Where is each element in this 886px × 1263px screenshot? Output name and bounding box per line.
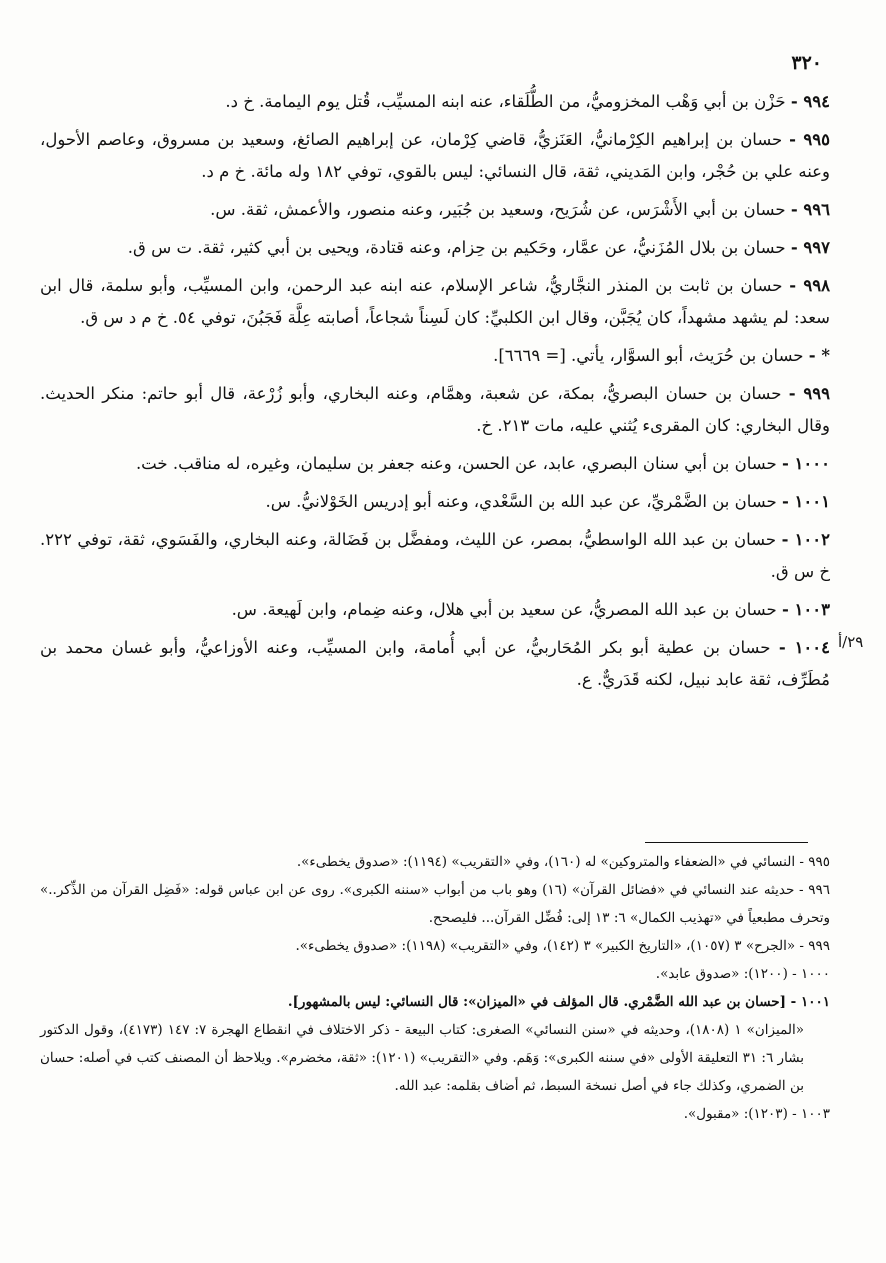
- entry-996: [40, 194, 830, 226]
- entry-number: ٩٩٦ -: [790, 200, 830, 219]
- entry-number: ٩٩٤ -: [790, 92, 830, 111]
- entry-text: حسان بن أبي سنان البصري، عابد، عن الحسن، وعنه جعفر بن سليمان، وغيره، له مناقب. خت.: [135, 454, 777, 473]
- entry-number: ١٠٠١ -: [781, 492, 830, 511]
- entry-text: حسان بن أبي الأَشْرَس، عن شُرَيح، وسعيد بن جُبَير، وعنه منصور، والأعمش، ثقة. س.: [210, 200, 786, 219]
- entry-text: حَزْن بن أبي وَهْب المخزوميُّ، من الطُّلَقاء، عنه ابنه المسيِّب، قُتل يوم اليمامة. خ د.: [225, 92, 786, 111]
- entry-number: * -: [808, 346, 830, 365]
- footnotes: [40, 848, 830, 1128]
- entry-star: [40, 340, 830, 372]
- entry-text: حسان بن عبد الله الواسطيُّ، بمصر، عن الليث، ومفضَّل بن فَضَالة، وعنه البخاري، والفَسَوي، ثقة، توفي ٢٢٢. خ س ق.: [40, 530, 830, 581]
- entry-number: ١٠٠٠ -: [781, 454, 830, 473]
- entry-number: ٩٩٨ -: [789, 276, 831, 295]
- entry-number: ٩٩٩ -: [788, 384, 831, 403]
- entry-text: حسان بن حُرَيث، أبو السوَّار، يأتي. [= ٦٦٦٩].: [493, 346, 804, 365]
- entry-text: حسان بن إبراهيم الكِرْمانيُّ، العَنَزيُّ، قاضي كِرْمان، عن إبراهيم الصائغ، وسعيد بن مسروق، وعاصم الأحول، وعنه علي بن حُجْر، وابن المَديني، ثقة، قال النسائي: ليس بالقوي، توفي ١٨٢ وله مائة. خ م د.: [40, 130, 830, 181]
- entry-text: حسان بن ثابت بن المنذر النجَّاريُّ، شاعر الإسلام، عنه ابنه عبد الرحمن، وابن المسيِّب، وأبو سلمة، قال ابن سعد: لم يشهد مشهداً، كان يُجَبَّن، وقال ابن الكلبيِّ: كان لَسِناً شجاعاً، أصابته عِلَّة فَجَبُنَ، توفي ٥٤. خ م د س ق.: [40, 276, 830, 327]
- entry-1004: [40, 632, 830, 696]
- entry-1001: [40, 486, 830, 518]
- entry-text: حسان بن عطية أبو بكر المُحَاربيُّ، عن أبي أُمامة، وابن المسيِّب، وعنه الأوزاعيُّ، وأبو غسان محمد بن مُطَرِّف، ثقة عابد نبيل، لكنه قَدَريٌّ. ع.: [40, 638, 830, 689]
- entry-999: [40, 378, 830, 442]
- margin-folio-note: ٢٩/أ: [838, 633, 864, 651]
- footnote-continuation: «الميزان» ١ (١٨٠٨)، وحديثه في «سنن النسائي» الصغرى: كتاب البيعة - ذكر الاختلاف في انقطاع الهجرة ٧: ١٤٧ (٤١٧٣)، وقول الدكتور بشار ٦: ٣١ التعليقة الأولى «في سننه الكبرى»: وَهَم. وفي «التقريب» (١٢٠١): «ثقة، مخضرم». ويلاحظ أن المصنف كتب في أصله: حسان بن الضمري، وكذلك جاء في أصل نسخة السبط، ثم أضاف بقلمه: عبد الله.: [40, 1022, 805, 1094]
- page-number: ٣٢٠: [791, 52, 822, 74]
- entry-995: [40, 124, 830, 188]
- entry-text: حسان بن الضَّمْريِّ، عن عبد الله بن السَّعْدي، وعنه أبو إدريس الخَوْلانيُّ. س.: [265, 492, 777, 511]
- entry-1002: [40, 524, 830, 588]
- footnote: ١٠٠٣ - (١٢٠٣): «مقبول».: [683, 1106, 830, 1122]
- footnote: ٩٩٥ - النسائي في «الضعفاء والمتروكين» له (١٦٠)، وفي «التقريب» (١١٩٤): «صدوق يخطىء».: [296, 854, 830, 870]
- entry-number: ١٠٠٤ -: [778, 638, 831, 657]
- footnote: ١٠٠٠ - (١٢٠٠): «صدوق عابد».: [655, 966, 830, 982]
- footnote: ٩٩٦ - حديثه عند النسائي في «فضائل القرآن» (١٦) وهو باب من أبواب «سننه الكبرى». روى عن ابن عباس قوله: «فَضِل القرآن من الذِّكر..» وتحرف مطبعياً في «تهذيب الكمال» ٦: ١٣ إلى: فُضِّل القرآن... فليصحح.: [40, 882, 831, 926]
- footnote: ٩٩٩ - «الجرح» ٣ (١٠٥٧)، «التاريخ الكبير» ٣ (١٤٢)، وفي «التقريب» (١١٩٨): «صدوق يخطىء».: [295, 938, 830, 954]
- entry-997: [40, 232, 830, 264]
- entry-text: حسان بن حسان البصريُّ، بمكة، عن شعبة، وهمَّام، وعنه البخاري، وأبو زُرْعة، قال أبو حاتم: منكر الحديث. وقال البخاري: كان المقرىء يُثني عليه، مات ٢١٣. خ.: [40, 384, 830, 435]
- entry-number: ١٠٠٢ -: [781, 530, 831, 549]
- entry-text: حسان بن بلال المُزَنيُّ، عن عمَّار، وحَكيم بن حِزام، وعنه قتادة، ويحيى بن أبي كثير، ثقة. ت س ق.: [127, 238, 786, 257]
- entry-text: حسان بن عبد الله المصريُّ، عن سعيد بن أبي هلال، وعنه ضِمام، وابن لَهيعة. س.: [231, 600, 777, 619]
- entry-994: [40, 86, 830, 118]
- entries-body: [40, 86, 830, 702]
- entry-998: [40, 270, 830, 334]
- entry-number: ٩٩٥ -: [789, 130, 831, 149]
- entry-number: ٩٩٧ -: [790, 238, 830, 257]
- footnote-divider: [645, 842, 808, 843]
- entry-1003: [40, 594, 830, 626]
- entry-1000: [40, 448, 830, 480]
- footnote: ١٠٠١ - [حسان بن عبد الله الضَّمْري. قال المؤلف في «الميزان»: قال النسائي: ليس بالمشهور].: [287, 994, 830, 1010]
- entry-number: ١٠٠٣ -: [781, 600, 830, 619]
